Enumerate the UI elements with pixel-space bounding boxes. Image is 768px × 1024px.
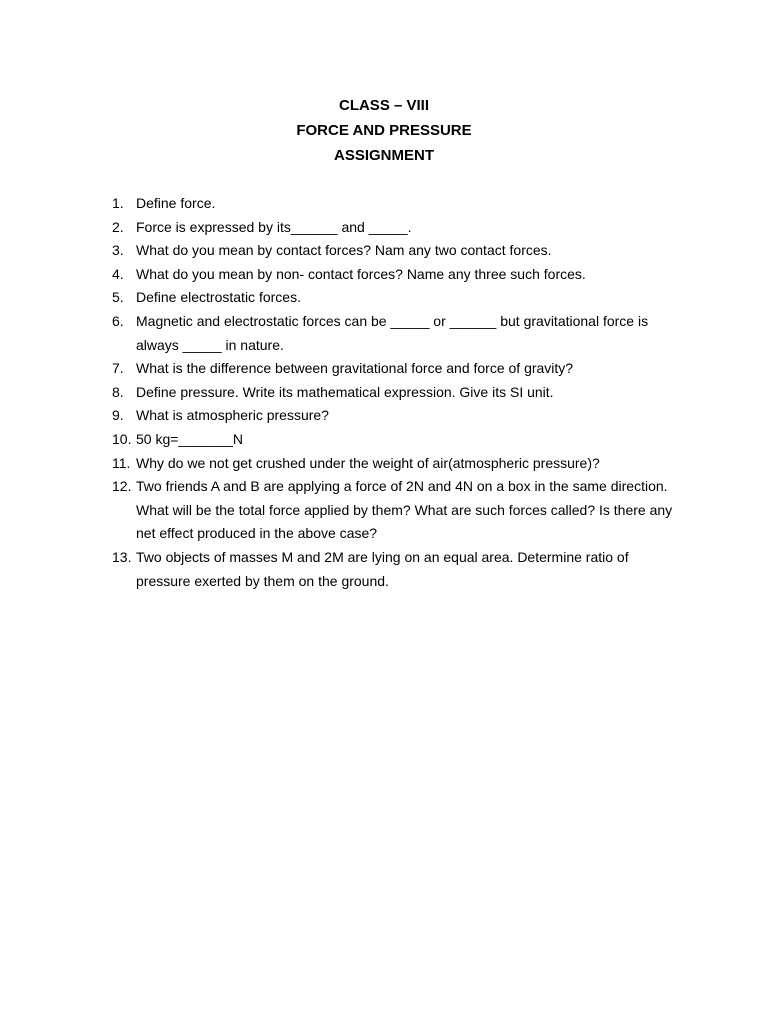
question-item: [112, 192, 682, 216]
question-number: 1.: [112, 195, 124, 211]
question-number: 10.: [112, 430, 132, 447]
question-text: 50 kg=_______N: [136, 430, 244, 447]
question-text: Define force.: [136, 195, 216, 211]
question-number: 11.: [112, 454, 131, 471]
question-item: [112, 381, 682, 405]
assignment-heading: ASSIGNMENT: [333, 147, 434, 164]
question-number: 5.: [112, 289, 124, 306]
question-number: 12.: [112, 478, 132, 495]
question-text: Force is expressed by its______ and _____.: [136, 218, 412, 235]
question-number: 3.: [112, 242, 124, 259]
topic-heading: FORCE AND PRESSURE: [296, 122, 472, 139]
question-number: 4.: [112, 265, 124, 282]
question-text: Two friends A and B are applying a force of 2N and 4N on a box in the same direction. What will be the total force applied by them? What are such forces called? Is there any net effect produced in the above case?: [136, 478, 673, 542]
question-text: What do you mean by non- contact forces? Name any three such forces.: [136, 265, 586, 282]
question-item: [112, 216, 682, 240]
question-text: What is the difference between gravitational force and force of gravity?: [136, 360, 574, 377]
question-item: [112, 546, 682, 593]
question-text: What do you mean by contact forces? Nam any two contact forces.: [136, 242, 552, 259]
document-heading: [0, 93, 768, 168]
question-item: [112, 452, 682, 476]
question-text: Why do we not get crushed under the weight of air(atmospheric pressure)?: [136, 454, 600, 471]
class-heading: CLASS – VIII: [338, 97, 430, 114]
question-number: 13.: [112, 548, 132, 565]
question-text: What is atmospheric pressure?: [136, 407, 329, 424]
question-item: [112, 263, 682, 287]
question-item: [112, 404, 682, 428]
question-item: [112, 475, 682, 546]
question-list: [112, 192, 682, 593]
question-number: 6.: [112, 312, 124, 329]
question-number: 7.: [112, 360, 124, 377]
question-text: Two objects of masses M and 2M are lying on an equal area. Determine ratio of pressure exerted by them on the ground.: [136, 548, 629, 589]
question-number: 2.: [112, 218, 124, 235]
question-number: 9.: [112, 407, 124, 424]
question-item: [112, 357, 682, 381]
question-item: [112, 310, 682, 357]
question-number: 8.: [112, 383, 124, 400]
question-text: Define electrostatic forces.: [136, 289, 301, 306]
question-text: Define pressure. Write its mathematical expression. Give its SI unit.: [136, 383, 554, 400]
question-text: Magnetic and electrostatic forces can be _____ or ______ but gravitational force is always _____ in nature.: [136, 312, 649, 353]
question-item: [112, 239, 682, 263]
question-item: [112, 286, 682, 310]
question-item: [112, 428, 682, 452]
